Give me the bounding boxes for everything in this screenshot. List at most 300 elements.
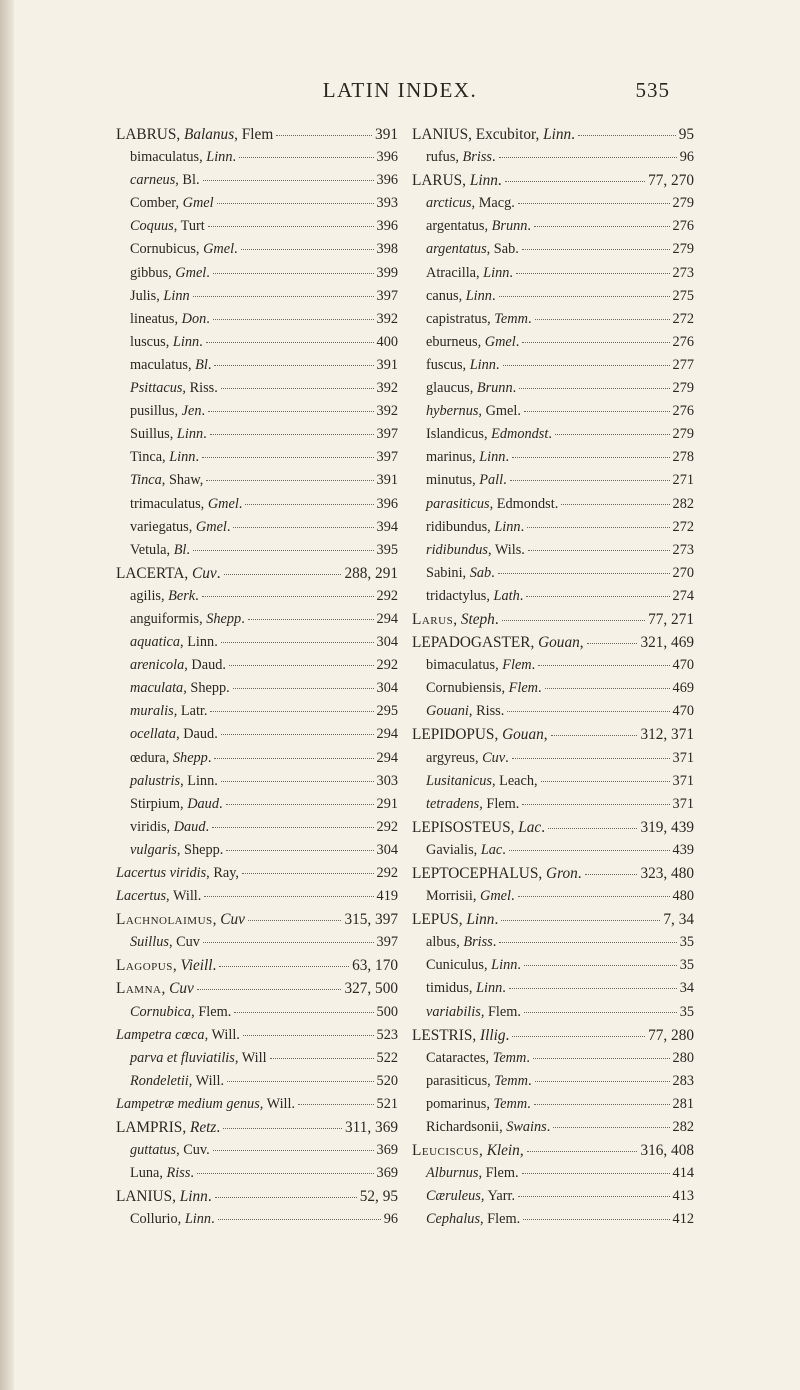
entry-pages: 294 — [376, 726, 398, 743]
index-entry — [116, 657, 398, 680]
entry-name: Islandicus — [426, 426, 484, 443]
index-entry — [412, 449, 694, 472]
leader-dots — [509, 850, 670, 851]
entry-name: LANIUS, Excubitor — [412, 126, 536, 143]
entry-pages: 311, 369 — [345, 1119, 398, 1137]
entry-label: Cataractes, Temm. — [426, 1049, 530, 1066]
entry-label: vulgaris, Shepp. — [130, 841, 224, 858]
index-entry — [116, 703, 398, 726]
entry-pages: 413 — [672, 1188, 694, 1205]
leader-dots — [561, 504, 669, 505]
entry-name: Lusitanicus — [426, 772, 492, 789]
leader-dots — [218, 1219, 381, 1220]
entry-pages: 323, 480 — [640, 865, 694, 882]
entry-name: Vetula — [130, 541, 167, 558]
entry-pages: 270 — [672, 564, 694, 581]
entry-pages: 63, 170 — [352, 957, 398, 975]
entry-authority: Lac — [480, 841, 503, 858]
entry-name: anguiformis — [130, 610, 200, 627]
index-entry — [412, 1188, 694, 1211]
entry-pages: 395 — [376, 541, 398, 558]
entry-pages: 304 — [376, 680, 398, 697]
leader-dots — [578, 135, 676, 136]
entry-label: LEPADOGASTER, Gouan, — [412, 634, 584, 652]
leader-dots — [528, 550, 670, 551]
index-entry — [116, 334, 398, 357]
entry-authority: Temm — [494, 1072, 528, 1089]
leader-dots — [206, 342, 374, 343]
leader-dots — [541, 781, 670, 782]
entry-label: pomarinus, Temm. — [426, 1095, 531, 1112]
entry-label: muralis, Latr. — [130, 703, 208, 720]
leader-dots — [522, 804, 669, 805]
entry-name: LAMPRIS — [116, 1119, 183, 1137]
index-entry — [116, 195, 398, 218]
entry-authority: Yarr — [487, 1188, 512, 1205]
entry-authority: Brunn — [491, 218, 528, 235]
leader-dots — [208, 411, 373, 412]
entry-label: Suillus, Linn. — [130, 426, 207, 443]
entry-authority: Linn — [476, 980, 503, 997]
entry-pages: 96 — [383, 1211, 398, 1228]
index-entry — [412, 472, 694, 495]
entry-authority: Cuv — [482, 749, 506, 766]
entry-authority: Gouan — [538, 634, 580, 652]
index-entry — [412, 680, 694, 703]
entry-pages: 397 — [376, 449, 398, 466]
leader-dots — [233, 688, 374, 689]
entry-name: Leuciscus — [412, 1142, 480, 1160]
entry-authority: Leach — [499, 772, 535, 789]
entry-pages: 391 — [376, 356, 398, 373]
entry-name: LEPTOCEPHALUS — [412, 865, 539, 882]
leader-dots — [226, 850, 373, 851]
index-entry — [116, 911, 398, 934]
leader-dots — [208, 226, 374, 227]
entry-pages: 288, 291 — [344, 564, 398, 582]
entry-pages: 480 — [672, 888, 694, 905]
entry-label: argentatus, Sab. — [426, 241, 519, 258]
entry-name: rufus — [426, 149, 456, 166]
entry-pages: 397 — [376, 934, 398, 951]
entry-label: Cornubicus, Gmel. — [130, 241, 238, 258]
entry-label: Stirpium, Daud. — [130, 795, 223, 812]
entry-name: canus — [426, 287, 459, 304]
entry-name: Gavialis — [426, 841, 474, 858]
entry-name: viridis — [130, 818, 167, 835]
leader-dots — [587, 643, 638, 644]
leader-dots — [212, 827, 373, 828]
entry-name: pomarinus — [426, 1095, 487, 1112]
index-entry — [412, 842, 694, 865]
entry-label: LABRUS, Balanus, Flem — [116, 126, 274, 143]
index-entry — [116, 565, 398, 588]
entry-name: variegatus — [130, 518, 189, 535]
leader-dots — [518, 1196, 670, 1197]
index-entry — [412, 496, 694, 519]
entry-authority: Berk — [168, 587, 196, 604]
entry-name: fuscus — [426, 356, 463, 373]
entry-label: Lacertus, Will. — [116, 888, 202, 905]
entry-authority: Daud — [173, 818, 206, 835]
entry-label: LANIUS, Excubitor, Linn. — [412, 126, 575, 143]
entry-name: bimaculatus — [426, 657, 496, 674]
entry-authority: Will — [195, 1072, 221, 1089]
entry-label: ridibundus, Linn. — [426, 518, 525, 535]
leader-dots — [499, 296, 670, 297]
entry-pages: 283 — [672, 1072, 694, 1089]
entry-authority: Linn — [172, 333, 200, 350]
entry-authority: Briss — [463, 934, 493, 951]
index-entry — [116, 288, 398, 311]
entry-name: maculata — [130, 680, 184, 697]
index-entry — [116, 241, 398, 264]
index-entry — [116, 472, 398, 495]
index-entry — [412, 1073, 694, 1096]
entry-name: argentatus — [426, 218, 485, 235]
index-entry — [412, 1050, 694, 1073]
leader-dots — [526, 596, 669, 597]
entry-pages: 396 — [376, 218, 398, 235]
entry-name: Tinca — [130, 449, 163, 466]
entry-label: arcticus, Macg. — [426, 195, 515, 212]
entry-authority: Cuv — [183, 1142, 207, 1159]
entry-authority: Temm — [494, 310, 528, 327]
entry-name: parasiticus — [426, 495, 490, 512]
entry-authority: Flem — [508, 680, 539, 697]
entry-name: aquatica — [130, 634, 181, 651]
entry-authority: Wils — [494, 541, 522, 558]
index-entry — [412, 611, 694, 634]
index-entry — [116, 1165, 398, 1188]
index-entry — [412, 980, 694, 1003]
entry-label: ridibundus, Wils. — [426, 541, 525, 558]
leader-dots — [551, 735, 638, 736]
entry-name: tetradens — [426, 795, 480, 812]
index-entry — [412, 149, 694, 172]
entry-label: Coquus, Turt — [130, 218, 205, 235]
entry-label: LESTRIS, Illig. — [412, 1026, 510, 1044]
entry-pages: 500 — [376, 1003, 398, 1020]
entry-name: Lachnolaimus — [116, 911, 213, 929]
entry-label: viridis, Daud. — [130, 818, 210, 835]
entry-pages: 292 — [376, 657, 398, 674]
entry-pages: 396 — [376, 149, 398, 166]
entry-name: albus — [426, 934, 457, 951]
entry-label: Gouani, Riss. — [426, 703, 505, 720]
entry-pages: 276 — [672, 403, 694, 420]
index-entry — [412, 241, 694, 264]
entry-authority: Vieill — [180, 957, 213, 975]
index-entry — [116, 542, 398, 565]
leader-dots — [512, 758, 670, 759]
entry-label: albus, Briss. — [426, 934, 497, 951]
entry-pages: 321, 469 — [640, 634, 694, 652]
entry-pages: 277 — [672, 356, 694, 373]
entry-pages: 281 — [672, 1095, 694, 1112]
entry-label: Psittacus, Riss. — [130, 380, 218, 397]
index-entry — [412, 1096, 694, 1119]
leader-dots — [501, 920, 660, 921]
index-entry — [412, 588, 694, 611]
entry-authority: Will — [266, 1095, 292, 1112]
leader-dots — [585, 874, 638, 875]
leader-dots — [221, 734, 374, 735]
leader-dots — [298, 1104, 373, 1105]
entry-pages: 369 — [376, 1165, 398, 1182]
entry-authority: Linn — [179, 1188, 208, 1206]
entry-authority: Shepp — [184, 841, 220, 858]
leader-dots — [213, 1150, 374, 1151]
entry-authority: Linn — [169, 449, 196, 466]
index-entry — [412, 888, 694, 911]
entry-authority: Sab — [469, 564, 492, 581]
entry-name: tridactylus — [426, 587, 487, 604]
index-entry — [412, 1027, 694, 1050]
entry-authority: Linn — [479, 449, 506, 466]
entry-name: Luna — [130, 1165, 160, 1182]
leader-dots — [202, 457, 374, 458]
leader-dots — [519, 388, 669, 389]
leader-dots — [524, 411, 670, 412]
leader-dots — [527, 1151, 638, 1152]
entry-name: Cæruleus — [426, 1188, 481, 1205]
entry-authority: Linn — [206, 149, 233, 166]
leader-dots — [522, 249, 670, 250]
index-entry — [116, 588, 398, 611]
entry-authority: Cuv — [220, 911, 245, 929]
entry-authority: Flem — [487, 1211, 517, 1228]
leader-dots — [516, 273, 670, 274]
leader-dots — [276, 135, 372, 136]
entry-name: Lacertus — [116, 888, 167, 905]
entry-pages: 315, 397 — [344, 911, 398, 929]
entry-pages: 35 — [679, 934, 694, 951]
entry-name: marinus — [426, 449, 473, 466]
leader-dots — [226, 804, 374, 805]
entry-authority: Sab — [493, 241, 516, 258]
entry-pages: 393 — [376, 195, 398, 212]
entry-label: LAMPRIS, Retz. — [116, 1119, 221, 1137]
entry-pages: 278 — [672, 449, 694, 466]
leader-dots — [518, 896, 670, 897]
index-entry — [412, 357, 694, 380]
entry-label: ocellata, Daud. — [130, 726, 218, 743]
leader-dots — [215, 1197, 357, 1198]
entry-authority: Macg — [478, 195, 512, 212]
entry-pages: 279 — [672, 195, 694, 212]
entry-pages: 392 — [376, 403, 398, 420]
leader-dots — [507, 711, 669, 712]
entry-name: Lampetra cœca — [116, 1026, 205, 1043]
index-entry — [116, 403, 398, 426]
entry-name: Cataractes — [426, 1049, 486, 1066]
entry-authority: Linn — [494, 518, 521, 535]
entry-label: Larus, Steph. — [412, 610, 499, 628]
entry-pages: 271 — [672, 472, 694, 489]
leader-dots — [535, 319, 670, 320]
leader-dots — [545, 688, 670, 689]
entry-label: eburneus, Gmel. — [426, 333, 520, 350]
entry-pages: 52, 95 — [359, 1188, 398, 1206]
entry-label: Leuciscus, Klein, — [412, 1142, 524, 1160]
entry-name: LEPADOGASTER — [412, 634, 531, 652]
entry-name: pusillus — [130, 403, 175, 420]
index-entry — [116, 149, 398, 172]
entry-authority: Linn — [543, 126, 572, 143]
leader-dots — [248, 920, 342, 921]
leader-dots — [512, 457, 670, 458]
entry-label: variabilis, Flem. — [426, 1003, 521, 1020]
entry-authority: Linn — [469, 172, 498, 190]
leader-dots — [522, 342, 669, 343]
entry-name: Suillus — [130, 426, 170, 443]
entry-name: LEPUS — [412, 911, 459, 929]
entry-label: rufus, Briss. — [426, 149, 496, 166]
entry-name: parva et fluviatilis — [130, 1049, 235, 1066]
index-entry — [116, 218, 398, 241]
entry-label: Lamna, Cuv — [116, 980, 194, 998]
index-entry — [116, 426, 398, 449]
index-entry — [116, 726, 398, 749]
leader-dots — [223, 1128, 342, 1129]
index-entry — [116, 980, 398, 1003]
leader-dots — [202, 596, 374, 597]
entry-label: Cornubiensis, Flem. — [426, 680, 542, 697]
entry-label: glaucus, Brunn. — [426, 380, 517, 397]
index-entry — [116, 773, 398, 796]
index-entry — [412, 542, 694, 565]
entry-pages: 273 — [672, 541, 694, 558]
entry-label: luscus, Linn. — [130, 333, 203, 350]
entry-authority: Bl — [195, 356, 208, 373]
entry-label: Richardsonii, Swains. — [426, 1119, 551, 1136]
entry-label: parva et fluviatilis, Will — [130, 1049, 267, 1066]
index-entry — [412, 519, 694, 542]
index-entry — [116, 680, 398, 703]
index-entry — [116, 865, 398, 888]
entry-label: Cornubica, Flem. — [130, 1003, 232, 1020]
entry-pages: 397 — [376, 287, 398, 304]
entry-authority: Riss — [189, 380, 215, 397]
entry-authority: Gmel — [195, 518, 227, 535]
entry-label: tridactylus, Lath. — [426, 587, 524, 604]
index-entry — [412, 403, 694, 426]
entry-name: maculatus — [130, 356, 188, 373]
entry-authority: Jen — [181, 403, 202, 420]
index-entry — [412, 334, 694, 357]
entry-name: Julis — [130, 287, 157, 304]
entry-label: Collurio, Linn. — [130, 1211, 215, 1228]
entry-name: Lamna — [116, 980, 162, 998]
index-entry — [116, 1004, 398, 1027]
index-entry — [116, 611, 398, 634]
leader-dots — [214, 758, 373, 759]
entry-pages: 470 — [672, 703, 694, 720]
index-entry — [116, 796, 398, 819]
leader-dots — [221, 388, 374, 389]
index-entry — [412, 1165, 694, 1188]
entry-name: Cornubica — [130, 1003, 192, 1020]
entry-name: bimaculatus — [130, 149, 200, 166]
entry-name: LARUS — [412, 172, 463, 190]
entry-label: LARUS, Linn. — [412, 172, 502, 190]
leader-dots — [527, 527, 669, 528]
entry-name: Comber — [130, 195, 176, 212]
entry-authority: Turt — [180, 218, 205, 235]
entry-name: Stirpium — [130, 795, 181, 812]
entry-pages: 414 — [672, 1165, 694, 1182]
leader-dots — [203, 942, 374, 943]
entry-name: LESTRIS — [412, 1026, 473, 1044]
index-entry — [116, 126, 398, 149]
entry-pages: 522 — [376, 1049, 398, 1066]
entry-authority: Don — [181, 310, 207, 327]
entry-label: Atracilla, Linn. — [426, 264, 513, 281]
leader-dots — [502, 620, 645, 621]
index-entry — [116, 888, 398, 911]
entry-authority: Linn — [187, 634, 215, 651]
index-entry — [116, 750, 398, 773]
entry-authority: Gmel — [485, 403, 518, 420]
index-entry — [412, 1211, 694, 1234]
entry-name: palustris — [130, 772, 181, 789]
entry-pages: 391 — [376, 472, 398, 489]
entry-name: Sabini — [426, 564, 463, 581]
entry-pages: 520 — [376, 1072, 398, 1089]
entry-authority: Gmel — [480, 888, 511, 905]
entry-label: LEPIDOPUS, Gouan, — [412, 726, 548, 744]
leader-dots — [203, 180, 374, 181]
entry-label: Sabini, Sab. — [426, 564, 495, 581]
entry-name: œdura — [130, 749, 166, 766]
entry-pages: 369 — [376, 1142, 398, 1159]
entry-label: Lampetræ medium genus, Will. — [116, 1095, 296, 1112]
entry-name: LABRUS — [116, 126, 177, 143]
leader-dots — [503, 365, 670, 366]
index-entry — [412, 726, 694, 749]
entry-pages: 276 — [672, 218, 694, 235]
entry-name: variabilis — [426, 1003, 481, 1020]
entry-authority: Riss — [476, 703, 501, 720]
entry-label: argyreus, Cuv. — [426, 749, 509, 766]
index-entry — [412, 703, 694, 726]
entry-label: bimaculatus, Flem. — [426, 657, 536, 674]
page-edge-shadow — [0, 0, 14, 1390]
entry-authority: Temm — [492, 1049, 527, 1066]
leader-dots — [193, 296, 374, 297]
entry-label: Morrisii, Gmel. — [426, 888, 515, 905]
leader-dots — [193, 550, 374, 551]
entry-authority: Lath — [493, 587, 520, 604]
entry-name: LEPISOSTEUS — [412, 818, 511, 836]
entry-name: ocellata — [130, 726, 177, 743]
entry-pages: 35 — [679, 957, 694, 974]
index-entry — [116, 1119, 398, 1142]
entry-authority: Illig — [480, 1026, 506, 1044]
index-entry — [412, 911, 694, 934]
entry-name: Collurio — [130, 1211, 178, 1228]
leader-dots — [512, 1036, 645, 1037]
entry-pages: 77, 280 — [648, 1026, 694, 1044]
entry-name: arcticus — [426, 195, 472, 212]
leader-dots — [241, 249, 374, 250]
entry-authority: Ray — [213, 865, 236, 881]
entry-name: ridibundus — [426, 518, 488, 535]
entry-name: LANIUS — [116, 1188, 173, 1206]
entry-label: arenicola, Daud. — [130, 657, 226, 674]
entry-label: aquatica, Linn. — [130, 634, 218, 651]
